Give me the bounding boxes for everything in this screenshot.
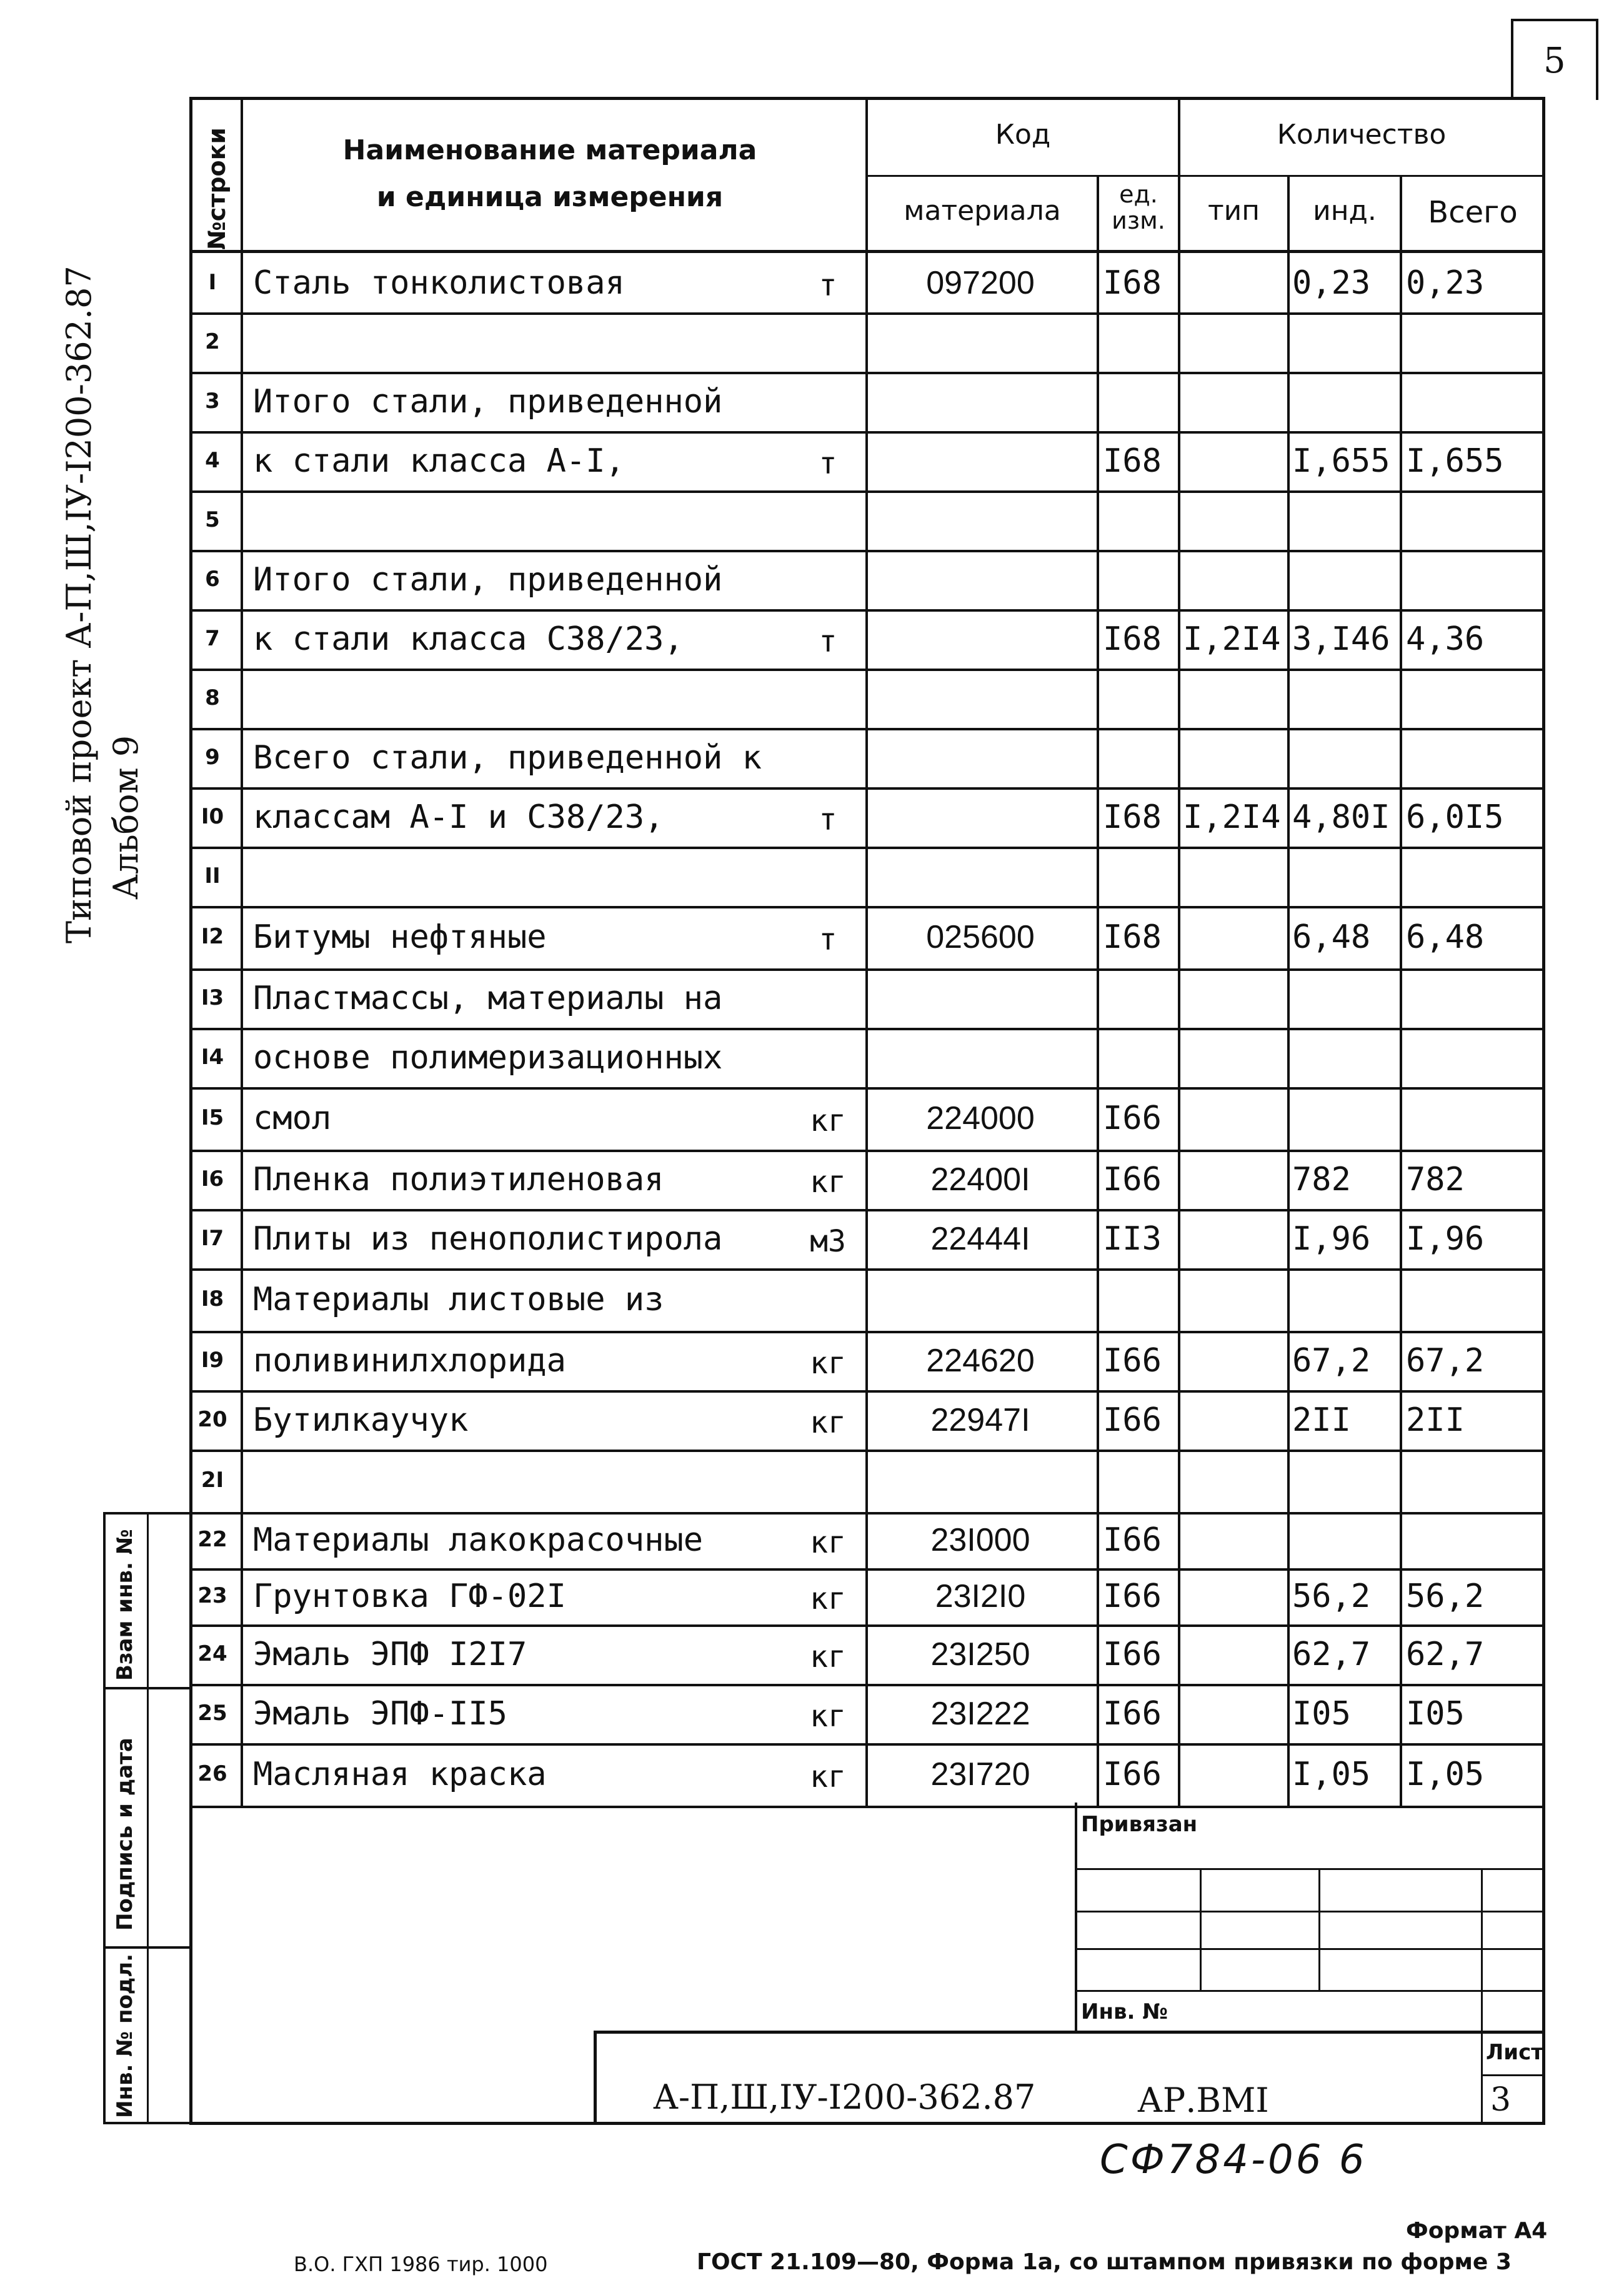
qty-individual: I05 <box>1292 1694 1351 1733</box>
material-name: Плиты из пенополистирола <box>253 1220 723 1258</box>
material-name: поливинилхлорида <box>253 1341 566 1380</box>
unit-code: I66 <box>1103 1100 1162 1137</box>
row-divider <box>189 312 1545 315</box>
row-number: 5 <box>205 507 220 532</box>
row-number: I <box>208 269 217 295</box>
row-number: 26 <box>197 1761 227 1786</box>
row-divider <box>189 1568 1545 1571</box>
material-name: Итого стали, приведенной <box>253 560 723 599</box>
row-number: 24 <box>197 1641 227 1666</box>
row-divider <box>189 1684 1545 1686</box>
qty-total: 62,7 <box>1406 1635 1485 1673</box>
unit-code: I66 <box>1103 1401 1162 1439</box>
material-name: Сталь тонколистовая <box>253 264 625 302</box>
material-unit: кг <box>810 1405 846 1440</box>
material-code: 025600 <box>926 919 1035 955</box>
unit-code: I68 <box>1103 620 1162 658</box>
header-qty-type: тип <box>1208 195 1260 227</box>
row-divider <box>189 609 1545 612</box>
row-number: II <box>204 863 221 888</box>
qty-individual: 3,I46 <box>1292 620 1390 658</box>
row-number: 8 <box>205 685 220 710</box>
side-title-line1: Типовой проект А-П,Ш,IУ-I200-362.87 <box>59 266 99 943</box>
material-name: Бутилкаучук <box>253 1401 469 1439</box>
unit-code: I68 <box>1103 798 1162 836</box>
stamp-mark: АР.ВМI <box>1137 2081 1269 2120</box>
footer-right: ГОСТ 21.109—80, Форма 1а, со штампом привязки по форме 3 <box>697 2249 1512 2275</box>
material-code: 224620 <box>926 1342 1035 1379</box>
unit-code: I66 <box>1103 1341 1162 1380</box>
row-number: 6 <box>205 566 220 592</box>
qty-total: I05 <box>1406 1694 1465 1733</box>
qty-type: I,2I4 <box>1183 620 1281 658</box>
row-divider <box>189 1028 1545 1030</box>
header-name-line2: и единица измерения <box>376 181 724 213</box>
unit-code: I66 <box>1103 1756 1162 1793</box>
material-name: Всего стали, приведенной к <box>253 739 762 777</box>
unit-code: I66 <box>1103 1521 1162 1559</box>
material-name: классам А-I и С38/23, <box>253 798 664 836</box>
material-unit: т <box>819 445 837 481</box>
material-name: Пластмассы, материалы на <box>253 979 723 1017</box>
material-code: 23I222 <box>930 1695 1030 1732</box>
material-code: 23I000 <box>930 1522 1030 1558</box>
material-name: Итого стали, приведенной <box>253 382 723 420</box>
qty-type: I,2I4 <box>1183 798 1281 836</box>
material-unit: кг <box>810 1639 846 1674</box>
material-name: Материалы листовые из <box>253 1281 664 1318</box>
qty-individual: I,96 <box>1292 1220 1371 1258</box>
material-unit: кг <box>810 1698 846 1734</box>
row-number: I7 <box>201 1225 224 1251</box>
qty-total: 782 <box>1406 1160 1465 1198</box>
material-unit: кг <box>810 1759 846 1794</box>
qty-total: 2II <box>1406 1401 1465 1439</box>
stamp-sheet-value: 3 <box>1490 2081 1512 2119</box>
row-divider <box>189 1331 1545 1333</box>
material-unit: т <box>819 922 837 957</box>
qty-individual: 4,80I <box>1292 798 1390 836</box>
row-number: 20 <box>197 1406 227 1432</box>
row-divider <box>189 787 1545 790</box>
qty-individual: 782 <box>1292 1160 1351 1198</box>
row-divider <box>189 1624 1545 1627</box>
row-number: 4 <box>205 447 220 473</box>
row-divider <box>189 1209 1545 1211</box>
row-number: I4 <box>201 1044 224 1070</box>
row-number: 23 <box>197 1583 227 1608</box>
qty-total: 56,2 <box>1406 1578 1485 1615</box>
header-code-material: материала <box>904 195 1061 227</box>
qty-individual: 62,7 <box>1292 1635 1371 1673</box>
row-divider <box>189 906 1545 908</box>
unit-code: I68 <box>1103 918 1162 956</box>
footer-left: В.О. ГХП 1986 тир. 1000 <box>294 2252 548 2276</box>
stamp-inv-no-label: Инв. № <box>1081 1999 1168 2024</box>
material-code: 23I250 <box>930 1636 1030 1673</box>
row-divider <box>189 490 1545 493</box>
material-name: Масляная краска <box>253 1756 547 1793</box>
row-divider <box>189 431 1545 434</box>
stamp-inv-replace: Взам инв. № <box>112 1529 137 1681</box>
row-divider <box>189 1087 1545 1090</box>
material-unit: кг <box>810 1164 846 1200</box>
material-code: 23I720 <box>930 1756 1030 1793</box>
row-number: 2 <box>205 329 220 354</box>
qty-total: 6,0I5 <box>1406 798 1504 836</box>
qty-individual: I,655 <box>1292 442 1390 480</box>
header-quantity: Количество <box>1277 119 1447 151</box>
header-code: Код <box>995 119 1051 151</box>
stamp-signature-date: Подпись и дата <box>112 1738 137 1931</box>
unit-code: II3 <box>1103 1220 1162 1258</box>
row-divider <box>189 372 1545 374</box>
material-code: 22947I <box>930 1401 1030 1438</box>
material-unit: кг <box>810 1345 846 1381</box>
material-unit: т <box>819 624 837 659</box>
header-name-line1: Наименование материала <box>342 134 757 166</box>
row-divider <box>189 1806 1545 1808</box>
row-number: I0 <box>201 803 224 829</box>
row-number: 7 <box>205 625 220 651</box>
qty-total: I,96 <box>1406 1220 1485 1258</box>
unit-code: I66 <box>1103 1635 1162 1673</box>
row-number: I3 <box>201 985 224 1010</box>
row-divider <box>189 847 1545 849</box>
row-divider <box>189 1268 1545 1271</box>
header-qty-total: Всего <box>1428 195 1518 230</box>
row-number: 22 <box>197 1527 227 1552</box>
material-name: Эмаль ЭПФ I2I7 <box>253 1635 527 1673</box>
material-code: 224000 <box>926 1100 1035 1137</box>
material-name: Эмаль ЭПФ-II5 <box>253 1694 507 1733</box>
material-name: Пленка полиэтиленовая <box>253 1160 664 1198</box>
unit-code: I68 <box>1103 264 1162 302</box>
row-divider <box>189 968 1545 971</box>
material-name: Материалы лакокрасочные <box>253 1521 704 1559</box>
qty-individual: 0,23 <box>1292 264 1371 302</box>
row-divider <box>189 1743 1545 1746</box>
row-divider <box>189 550 1545 552</box>
stamp-bound-label: Привязан <box>1081 1812 1198 1837</box>
material-unit: кг <box>810 1103 846 1138</box>
material-unit: кг <box>810 1525 846 1560</box>
row-divider <box>189 1150 1545 1152</box>
material-code: 097200 <box>926 264 1035 301</box>
row-number: I2 <box>201 924 224 949</box>
qty-total: 6,48 <box>1406 918 1485 956</box>
material-name: основе полимеризационных <box>253 1038 723 1077</box>
qty-total: I,655 <box>1406 442 1504 480</box>
page-number: 5 <box>1543 41 1566 81</box>
qty-individual: 56,2 <box>1292 1578 1371 1615</box>
qty-individual: 6,48 <box>1292 918 1371 956</box>
unit-code: I66 <box>1103 1694 1162 1733</box>
row-divider <box>189 728 1545 730</box>
format-label: Формат А4 <box>1406 2218 1548 2244</box>
material-unit: кг <box>810 1581 846 1616</box>
material-name: Битумы нефтяные <box>253 918 547 956</box>
qty-total: 4,36 <box>1406 620 1485 658</box>
qty-total: 67,2 <box>1406 1341 1485 1380</box>
row-number: I8 <box>201 1286 224 1311</box>
header-row-no: №строки <box>203 127 231 250</box>
material-code: 23I2I0 <box>935 1578 1026 1614</box>
qty-total: 0,23 <box>1406 264 1485 302</box>
material-name: к стали класса С38/23, <box>253 620 684 658</box>
row-divider <box>189 1450 1545 1452</box>
qty-individual: 2II <box>1292 1401 1351 1439</box>
header-qty-ind: инд. <box>1313 195 1377 227</box>
stamp-designation: А-П,Ш,IУ-I200-362.87 <box>653 2077 1036 2117</box>
handwritten-code: СФ784-06 6 <box>1100 2137 1367 2183</box>
row-divider <box>189 1512 1545 1515</box>
material-name: Грунтовка ГФ-02I <box>253 1578 566 1615</box>
header-code-unit: ед. изм. <box>1112 181 1165 234</box>
material-code: 22444I <box>930 1220 1030 1257</box>
row-number: I6 <box>201 1166 224 1191</box>
row-number: I9 <box>201 1347 224 1373</box>
material-code: 22400I <box>930 1161 1030 1198</box>
material-name: к стали класса А-I, <box>253 442 625 480</box>
row-number: 3 <box>205 388 220 414</box>
unit-code: I68 <box>1103 442 1162 480</box>
qty-total: I,05 <box>1406 1756 1485 1793</box>
stamp-sheet-label: Лист <box>1486 2040 1543 2065</box>
row-divider <box>189 1390 1545 1393</box>
row-number: 9 <box>205 744 220 770</box>
row-number: I5 <box>201 1105 224 1130</box>
material-name: смол <box>253 1100 332 1137</box>
row-number: 25 <box>197 1700 227 1726</box>
row-number: 2I <box>201 1468 224 1493</box>
side-title-line2: Альбом 9 <box>106 735 146 900</box>
row-divider <box>189 669 1545 671</box>
qty-individual: I,05 <box>1292 1756 1371 1793</box>
material-unit: т <box>819 802 837 837</box>
unit-code: I66 <box>1103 1578 1162 1615</box>
qty-individual: 67,2 <box>1292 1341 1371 1380</box>
unit-code: I66 <box>1103 1160 1162 1198</box>
stamp-inv-original: Инв. № подл. <box>112 1953 137 2118</box>
material-unit: т <box>819 267 837 303</box>
material-unit: м3 <box>810 1223 846 1259</box>
